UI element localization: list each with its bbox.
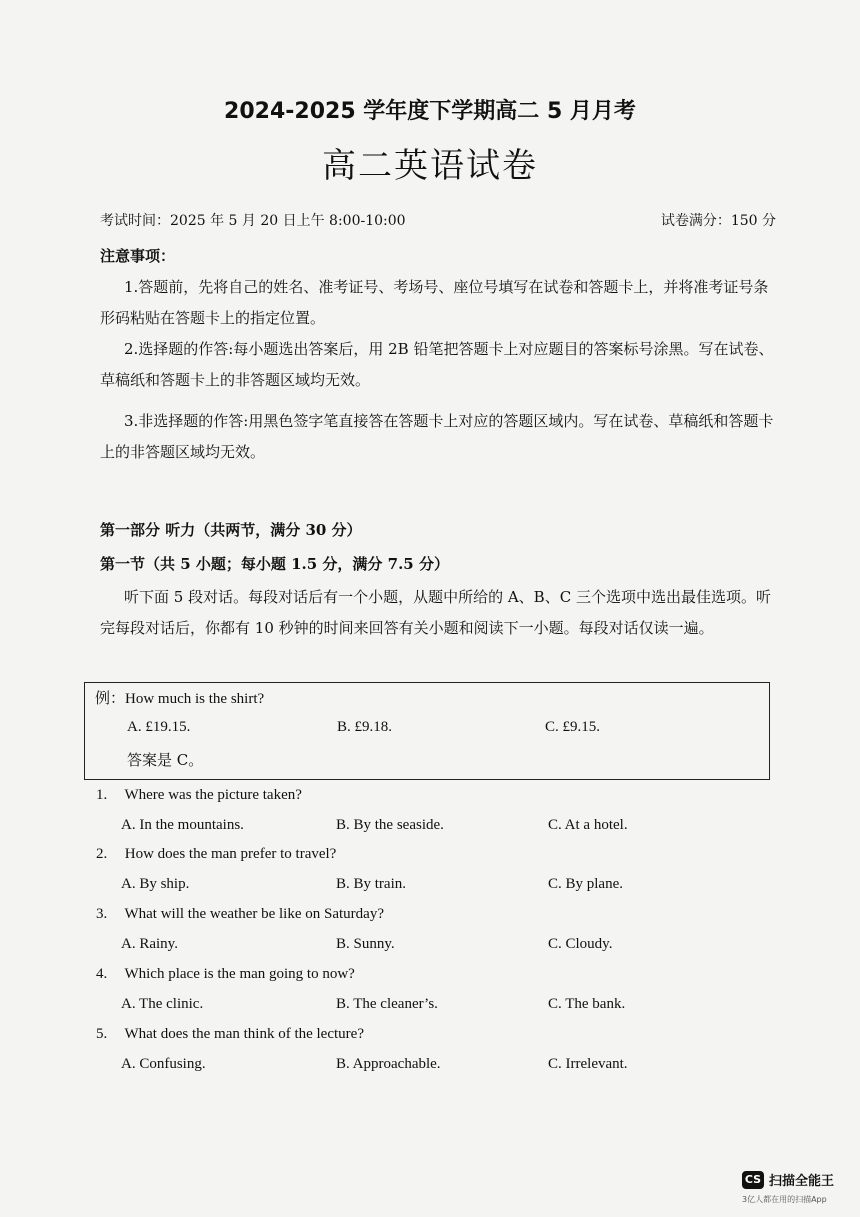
notice-item-3: 3.非选择题的作答:用黑色签字笔直接答在答题卡上对应的答题区域内。写在试卷、草稿纸和答题卡上的非答题区域均无效。 <box>100 412 774 461</box>
q1-option-c: C. At a hotel. <box>548 817 628 833</box>
q4-option-a: A. The clinic. <box>121 996 204 1012</box>
example-option-c: C. £9.15. <box>545 719 601 735</box>
question-3 <box>96 906 384 923</box>
cs-logo-icon: CS <box>742 1171 764 1189</box>
question-text: What will the weather be like on Saturday? <box>124 906 384 922</box>
example-option-b: B. £9.18. <box>337 719 393 735</box>
exam-time: 考试时间：2025 年 5 月 20 日上午 8:00-10:00 <box>100 213 406 229</box>
q3-option-a: A. Rainy. <box>121 936 178 952</box>
example-answer: 答案是 C。 <box>127 751 204 769</box>
question-text: Where was the picture taken? <box>124 787 302 803</box>
question-4 <box>96 966 355 983</box>
q1-option-a: A. In the mountains. <box>121 817 244 833</box>
example-option-a: A. £19.15. <box>127 719 191 735</box>
question-number: 5. <box>96 1026 108 1042</box>
question-2 <box>96 846 336 863</box>
example-box <box>84 682 770 780</box>
listening-instructions: 听下面 5 段对话。每段对话后有一个小题，从题中所给的 A、B、C 三个选项中选出最佳选项。听完每段对话后，你都有 10 秒钟的时间来回答有关小题和阅读下一小题。每段对话仅读一遍。 <box>100 588 771 637</box>
q2-option-c: C. By plane. <box>548 876 623 892</box>
question-number: 3. <box>96 906 108 922</box>
question-number: 2. <box>96 846 108 862</box>
exam-header: 2024-2025 学年度下学期高二 5 月月考 <box>224 99 636 124</box>
question-text: What does the man think of the lecture? <box>124 1026 364 1042</box>
q2-option-a: A. By ship. <box>121 876 190 892</box>
q4-option-b: B. The cleaner’s. <box>336 996 438 1012</box>
full-score: 试卷满分：150 分 <box>660 213 776 229</box>
q3-option-c: C. Cloudy. <box>548 936 613 952</box>
question-number: 1. <box>96 787 108 803</box>
question-1 <box>96 787 302 804</box>
question-number: 4. <box>96 966 108 982</box>
question-text: Which place is the man going to now? <box>124 966 355 982</box>
scanner-logo <box>742 1170 834 1189</box>
q5-option-c: C. Irrelevant. <box>548 1056 628 1072</box>
scanner-logo-text: 扫描全能王 <box>769 1174 835 1189</box>
part1-title: 第一部分 听力（共两节，满分 30 分） <box>100 521 362 539</box>
exam-title: 高二英语试卷 <box>322 146 538 186</box>
question-text: How does the man prefer to travel? <box>124 846 337 862</box>
q4-option-c: C. The bank. <box>548 996 626 1012</box>
scanner-tagline: 3亿人都在用的扫描App <box>742 1195 827 1204</box>
q2-option-b: B. By train. <box>336 876 406 892</box>
q1-option-b: B. By the seaside. <box>336 817 444 833</box>
q3-option-b: B. Sunny. <box>336 936 395 952</box>
notice-item-1: 1.答题前，先将自己的姓名、准考证号、考场号、座位号填写在试卷和答题卡上，并将准考证号条形码粘贴在答题卡上的指定位置。 <box>100 278 769 327</box>
q5-option-b: B. Approachable. <box>336 1056 441 1072</box>
notice-heading: 注意事项： <box>100 247 176 265</box>
example-question: 例：How much is the shirt? <box>95 691 265 707</box>
notice-item-2: 2.选择题的作答:每小题选出答案后，用 2B 铅笔把答题卡上对应题目的答案标号涂黑。写在试卷、草稿纸和答题卡上的非答题区域均无效。 <box>100 340 774 389</box>
q5-option-a: A. Confusing. <box>121 1056 206 1072</box>
section1-title: 第一节（共 5 小题；每小题 1.5 分，满分 7.5 分） <box>100 555 449 573</box>
question-5 <box>96 1026 364 1043</box>
